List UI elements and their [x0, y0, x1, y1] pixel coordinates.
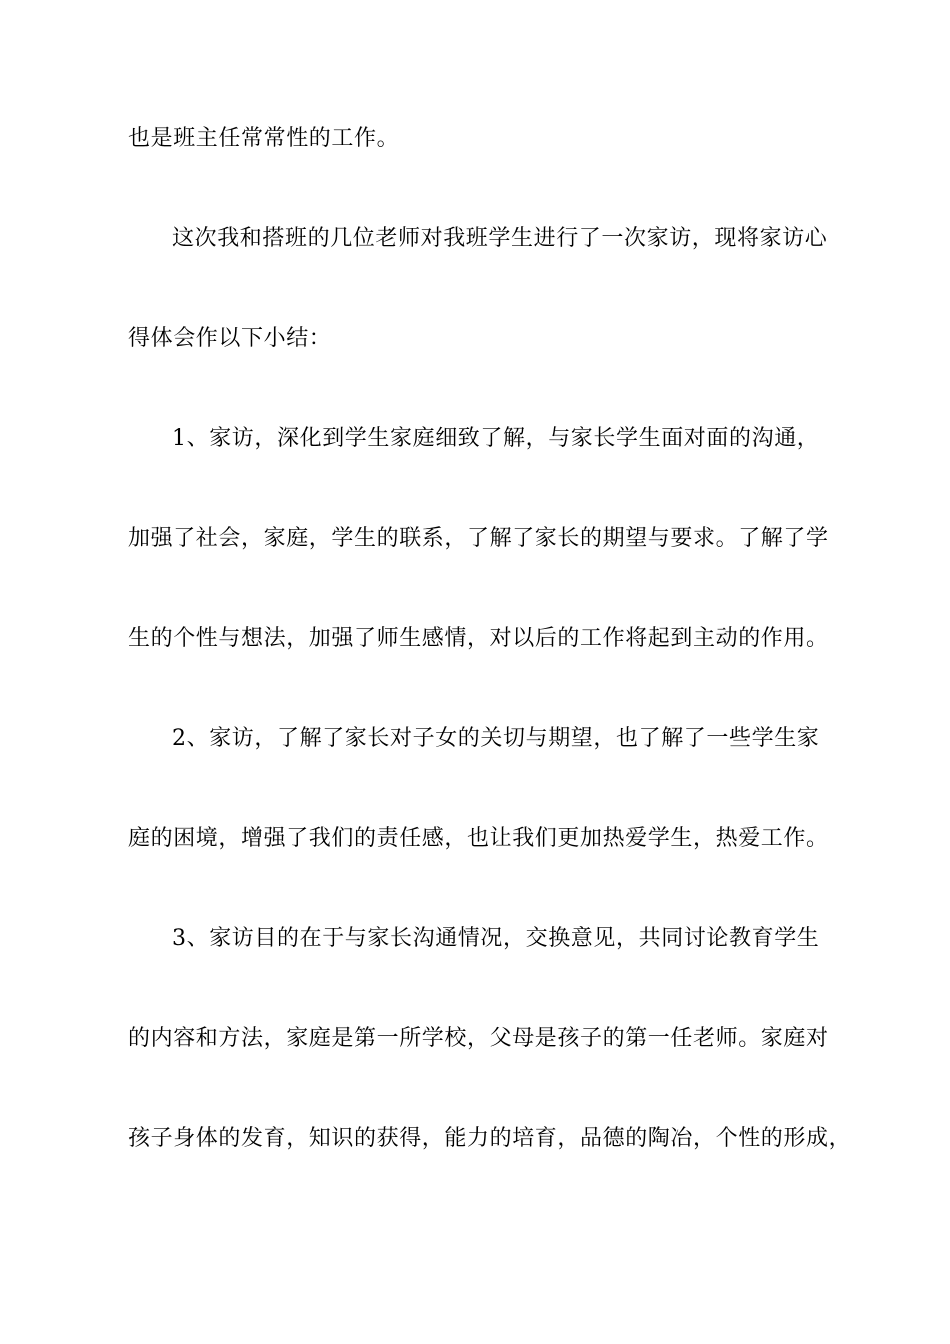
- text-line-8: 庭的困境，增强了我们的责任感，也让我们更加热爱学生，热爱工作。: [128, 826, 829, 851]
- text-line-10: 的内容和方法，家庭是第一所学校，父母是孩子的第一任老师。家庭对: [128, 1026, 829, 1051]
- text-line-6: 生的个性与想法，加强了师生感情，对以后的工作将起到主动的作用。: [128, 626, 829, 651]
- text-line-3: 得体会作以下小结：: [128, 326, 332, 351]
- text-line-9: 3、家访目的在于与家长沟通情况，交换意见，共同讨论教育学生: [172, 926, 820, 951]
- text-line-7: 2、家访，了解了家长对子女的关切与期望，也了解了一些学生家: [172, 726, 820, 751]
- text-line-2: 这次我和搭班的几位老师对我班学生进行了一次家访，现将家访心: [172, 226, 828, 251]
- text-line-11: 孩子身体的发育，知识的获得，能力的培育，品德的陶冶，个性的形成，: [128, 1126, 852, 1151]
- text-line-4: 1、家访，深化到学生家庭细致了解，与家长学生面对面的沟通，: [172, 426, 820, 451]
- text-line-5: 加强了社会，家庭，学生的联系，了解了家长的期望与要求。了解了学: [128, 526, 829, 551]
- text-line-1: 也是班主任常常性的工作。: [128, 126, 400, 151]
